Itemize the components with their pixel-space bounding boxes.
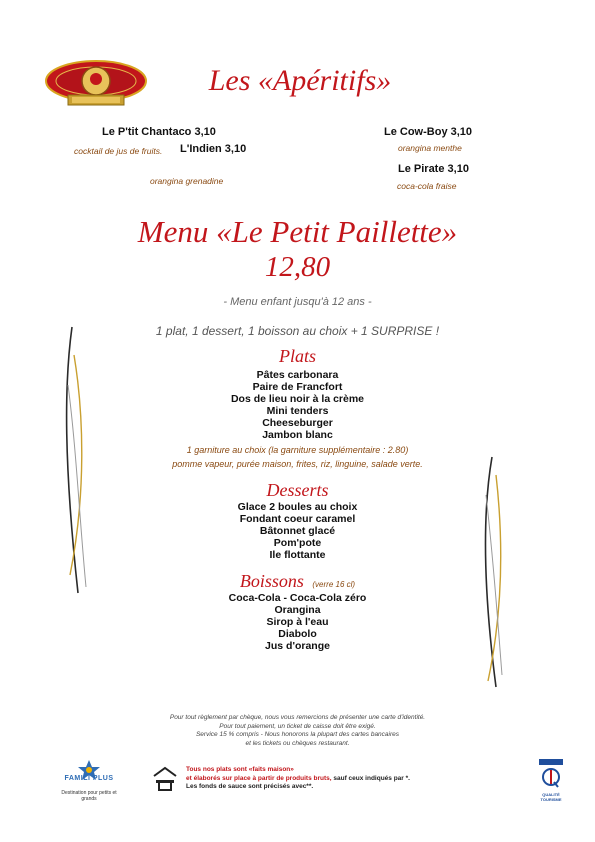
list-item: Ile flottante xyxy=(269,549,326,561)
famili-subtitle: Destination pour petits et grands xyxy=(61,790,117,802)
list-item: Fondant coeur caramel xyxy=(239,513,356,525)
payment-note xyxy=(0,714,595,748)
aperitif-desc: cocktail de jus de fruits. xyxy=(74,146,163,156)
payment-line: Pour tout paiement, un ticket de caisse doit être exigé. xyxy=(219,722,376,730)
aperitif-name: L'Indien xyxy=(180,143,222,155)
list-item: Jus d'orange xyxy=(265,640,330,652)
fait-maison-exception: sauf ceux indiqués par *. xyxy=(331,774,410,782)
aperitif-cowboy xyxy=(384,126,472,138)
decorative-swoosh-left xyxy=(62,325,92,595)
aperitifs-title: Les «Apéritifs» xyxy=(208,64,392,97)
list-item: Diabolo xyxy=(278,628,317,640)
decorative-swoosh-right xyxy=(478,455,508,690)
desserts-title: Desserts xyxy=(266,480,329,500)
aperitif-desc: coca-cola fraise xyxy=(397,181,457,191)
list-item: Pâtes carbonara xyxy=(256,369,339,381)
fait-maison-icon xyxy=(150,766,180,792)
boissons-title: Boissons xyxy=(239,571,304,591)
aperitif-price: 3,10 xyxy=(450,126,473,138)
qualite-text: QUALITÉ TOURISME xyxy=(540,792,562,802)
aperitif-name: Le P'tit Chantaco xyxy=(102,126,192,138)
list-item: Mini tenders xyxy=(266,405,329,417)
aperitif-name: Le Cow-Boy xyxy=(384,126,448,138)
list-item: Orangina xyxy=(274,604,321,616)
list-item: Paire de Francfort xyxy=(252,381,343,393)
payment-line: Service 15 % compris - Nous honorons la plupart des cartes bancaires xyxy=(195,731,400,738)
boissons-note: (verre 16 cl) xyxy=(312,580,356,589)
list-item: Sirop à l'eau xyxy=(266,616,329,628)
list-item: Dos de lieu noir à la crème xyxy=(230,393,365,405)
garniture-options: pomme vapeur, purée maison, frites, riz, linguine, salade verte. xyxy=(172,459,423,469)
aperitif-name: Le Pirate xyxy=(398,163,445,175)
menu-formula: 1 plat, 1 dessert, 1 boisson au choix + 1 SURPRISE ! xyxy=(155,324,440,338)
aperitif-price: 3,10 xyxy=(194,126,216,138)
list-item: Bâtonnet glacé xyxy=(259,525,336,537)
garniture-line: 1 garniture au choix (la garniture supplémentaire : 2.80) xyxy=(186,445,409,455)
aperitif-price: 3,10 xyxy=(224,143,247,155)
aperitif-desc: orangina menthe xyxy=(398,143,462,153)
list-item: Glace 2 boules au choix xyxy=(237,501,358,513)
aperitif-price: 3,10 xyxy=(447,163,469,175)
plats-title: Plats xyxy=(278,346,316,366)
aperitif-desc: orangina grenadine xyxy=(150,176,224,186)
fait-maison-sauce: Les fonds de sauce sont précisés avec**. xyxy=(186,783,314,790)
menu-subtitle: - Menu enfant jusqu'à 12 ans - xyxy=(223,296,372,308)
famili-logo-text: FAMILI PLUS xyxy=(64,775,114,782)
payment-line: Pour tout règlement par chèque, nous vous remercions de présenter une carte d'identité. xyxy=(169,714,426,721)
list-item: Coca-Cola - Coca-Cola zéro xyxy=(228,592,367,604)
aperitif-chantaco xyxy=(102,126,216,138)
fait-maison-red-2: et élaborés sur place à partir de produits bruts, xyxy=(186,774,332,782)
payment-line: et les tickets ou chèques restaurant. xyxy=(245,739,350,747)
aperitif-pirate xyxy=(398,163,469,175)
qualite-tourisme-logo xyxy=(538,758,564,800)
restaurant-logo xyxy=(42,55,150,111)
list-item: Jambon blanc xyxy=(262,429,333,441)
menu-title: Menu «Le Petit Paillette» xyxy=(137,214,458,249)
list-item: Cheeseburger xyxy=(262,417,333,429)
aperitif-indien xyxy=(180,143,246,155)
fait-maison-text xyxy=(186,766,486,792)
list-item: Pom'pote xyxy=(273,537,322,549)
menu-price: 12,80 xyxy=(264,251,331,283)
fait-maison-red: Tous nos plats sont «faits maison» xyxy=(186,766,294,773)
